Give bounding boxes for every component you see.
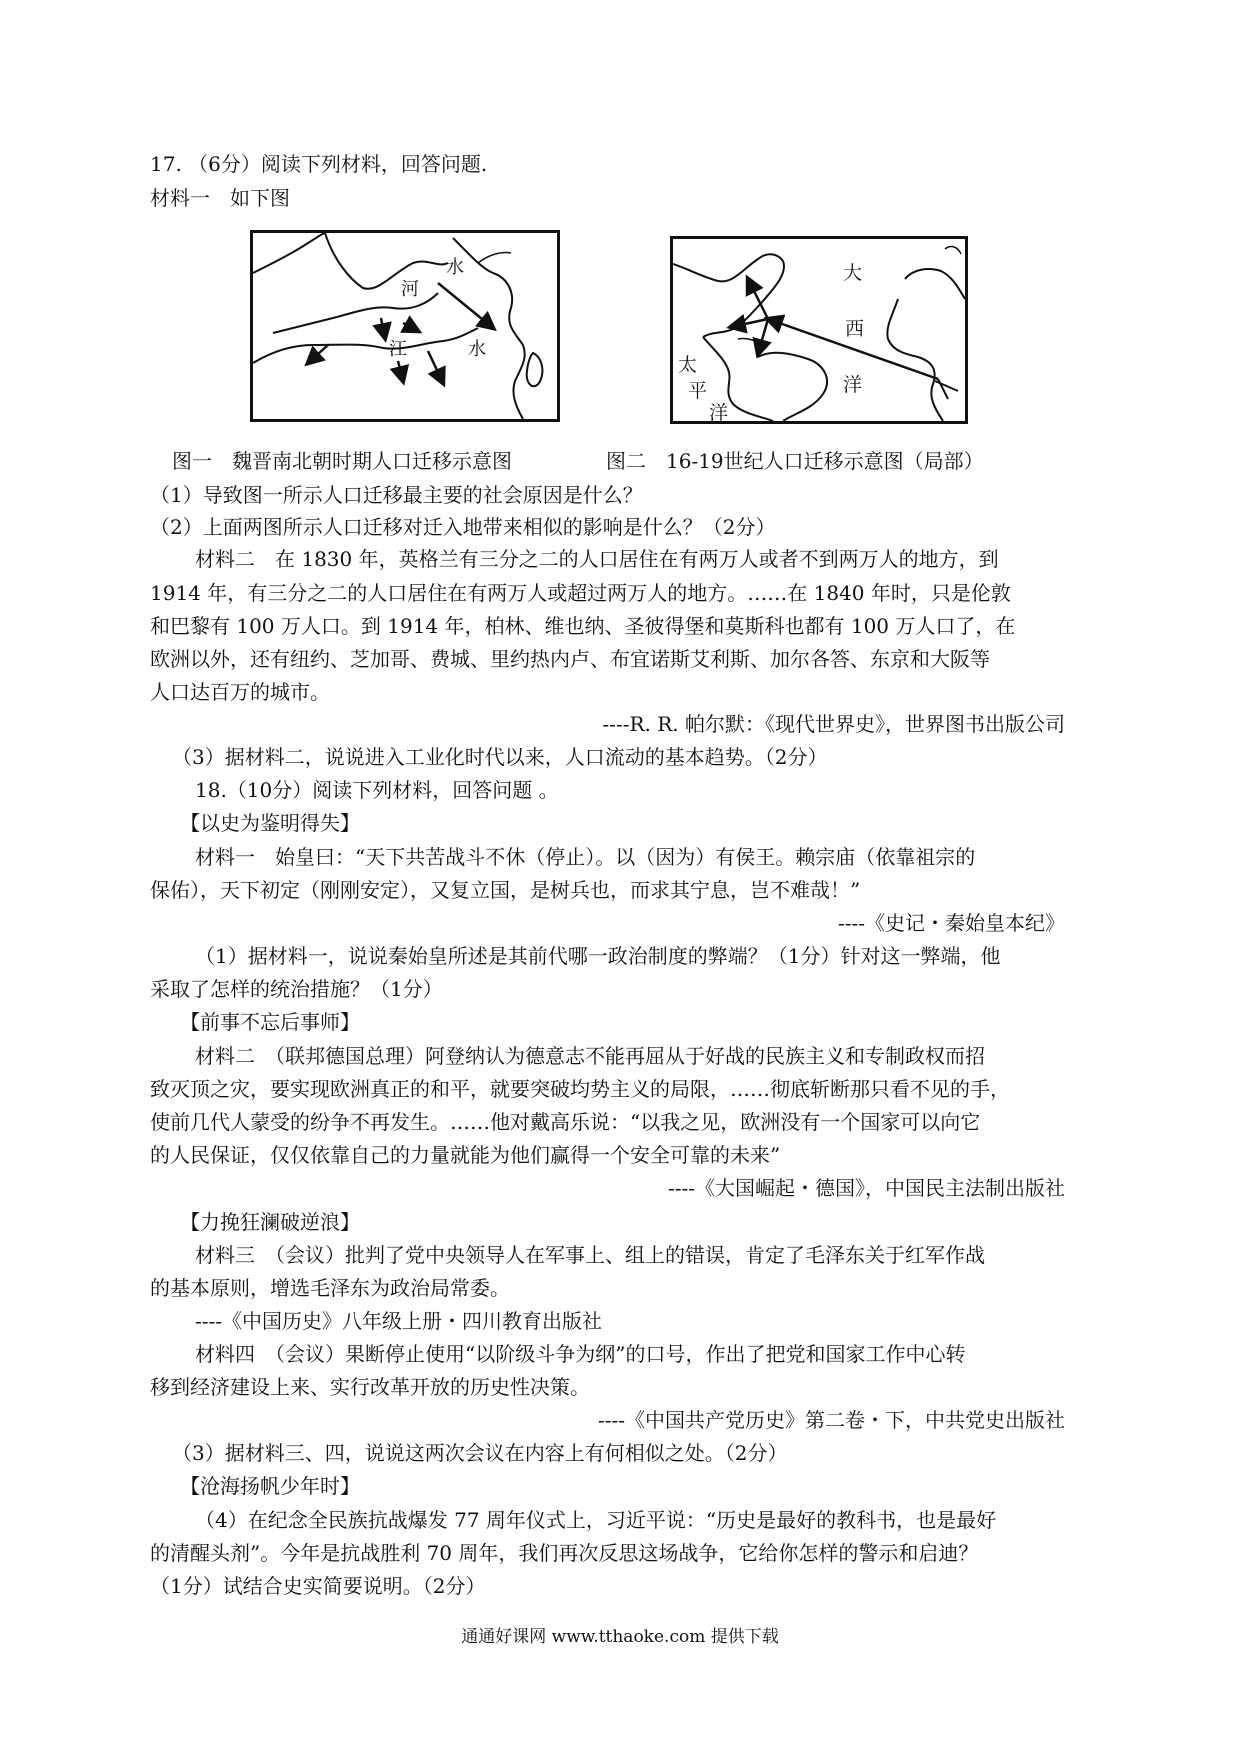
map2-label-xi: 西 <box>845 318 865 340</box>
q17-material2-line: 1914 年，有三分之二的人口居住在有两万人或超过两万人的地方。……在 1840 年时，只是伦敦 <box>150 581 1011 605</box>
map2-label-yang-2: 洋 <box>709 402 729 421</box>
q18-heading-1: 【以史为鉴明得失】 <box>180 811 360 835</box>
q18-material2-line: 使前几代人蒙受的纷争不再发生。……他对戴高乐说：“以我之见，欧洲没有一个国家可以向它 <box>150 1110 981 1134</box>
q18-question-1: （1）据材料一，说说秦始皇所述是其前代哪一政治制度的弊端？（1分）针对这一弊端，他 <box>195 944 1001 968</box>
q18-material1-line: 材料一 始皇曰：“天下共苦战斗不休（停止）。以（因为）有侯王。赖宗庙（依靠祖宗的 <box>195 845 976 869</box>
q18-material2-source: ----《大国崛起・德国》，中国民主法制出版社 <box>667 1176 1065 1200</box>
q17-question-1: （1）导致图一所示人口迁移最主要的社会原因是什么？ <box>150 483 643 507</box>
q17-material1-label: 材料一 如下图 <box>150 186 290 210</box>
map2-label-ping: 平 <box>688 380 708 402</box>
q17-material2-line: 欧洲以外，还有纽约、芝加哥、费城、里约热内卢、布宜诺斯艾利斯、加尔各答、东京和大阪等 <box>150 647 990 671</box>
map1-label-jiang: 江 <box>389 339 407 360</box>
q18-material2-line: 致灭顶之灾，要实现欧洲真正的和平，就要突破均势主义的局限，……彻底斩断那只看不见的手， <box>150 1077 1010 1101</box>
map2-label-tai: 太 <box>678 354 698 376</box>
q18-material3-line: 的基本原则，增选毛泽东为政治局常委。 <box>150 1276 510 1300</box>
q18-material4-source: ----《中国共产党历史》第二卷・下，中共党史出版社 <box>597 1408 1065 1432</box>
q18-material2-line: 的人民保证，仅仅依靠自己的力量就能为他们赢得一个安全可靠的未来” <box>150 1143 781 1167</box>
q17-title: 17. （6分）阅读下列材料，回答问题. <box>150 152 488 176</box>
map2-label-yang-1: 洋 <box>843 374 863 396</box>
map1-label-he: 河 <box>401 279 419 300</box>
q18-material1-source: ----《史记・秦始皇本纪》 <box>837 911 1065 935</box>
map-atlantic-migration <box>670 236 968 424</box>
map2-label-da: 大 <box>843 262 863 284</box>
q18-question-3: （3）据材料三、四，说说这两次会议在内容上有何相似之处。（2分） <box>172 1441 788 1465</box>
q18-material2-line: 材料二 （联邦德国总理）阿登纳认为德意志不能再屈从于好战的民族主义和专制政权而招 <box>195 1044 985 1068</box>
q17-material2-line: 材料二 在 1830 年，英格兰有三分之二的人口居住在有两万人或者不到两万人的地方，到 <box>195 547 999 571</box>
q18-question-4: （1分）试结合史实简要说明。（2分） <box>150 1574 486 1598</box>
q18-material4-line: 材料四 （会议）果断停止使用“以阶级斗争为纲”的口号，作出了把党和国家工作中心转 <box>195 1342 966 1366</box>
map2-caption: 图二 16-19世纪人口迁移示意图（局部） <box>606 449 984 473</box>
q18-heading-2: 【前事不忘后事师】 <box>180 1010 360 1034</box>
map1-caption: 图一 魏晋南北朝时期人口迁移示意图 <box>172 449 512 473</box>
q17-question-2: （2）上面两图所示人口迁移对迁入地带来相似的影响是什么？（2分） <box>150 515 776 539</box>
q18-title: 18.（10分）阅读下列材料，回答问题 。 <box>195 778 559 802</box>
q18-question-4: 的清醒头剂”。今年是抗战胜利 70 周年，我们再次反思这场战争，它给你怎样的警示和启迪？ <box>150 1541 979 1565</box>
map-wei-jin-migration <box>250 230 560 422</box>
q17-material2-line: 人口达百万的城市。 <box>150 680 330 704</box>
q17-question-3: （3）据材料二，说说进入工业化时代以来，人口流动的基本趋势。（2分） <box>172 745 828 769</box>
q17-material2-line: 和巴黎有 100 万人口。到 1914 年，柏林、维也纳、圣彼得堡和莫斯科也都有 100 万人口了，在 <box>150 614 1016 638</box>
q17-material2-source: ----R. R. 帕尔默：《现代世界史》，世界图书出版公司 <box>602 712 1065 736</box>
map1-label-shui-2: 水 <box>468 339 486 360</box>
q18-heading-3: 【力挽狂澜破逆浪】 <box>180 1210 360 1234</box>
q18-material3-source: ----《中国历史》八年级上册・四川教育出版社 <box>195 1309 603 1333</box>
q18-heading-4: 【沧海扬帆少年时】 <box>180 1474 360 1498</box>
q18-material3-line: 材料三 （会议）批判了党中央领导人在军事上、组上的错误，肯定了毛泽东关于红军作战 <box>195 1243 985 1267</box>
q18-material1-line: 保佑），天下初定（刚刚安定），又复立国，是树兵也，而求其宁息，岂不难哉！” <box>150 878 861 902</box>
map1-label-shui-1: 水 <box>446 257 464 278</box>
q18-material4-line: 移到经济建设上来、实行改革开放的历史性决策。 <box>150 1375 590 1399</box>
q18-question-4: （4）在纪念全民族抗战爆发 77 周年仪式上，习近平说：“历史是最好的教科书，也是最好 <box>195 1508 997 1532</box>
page-footer: 通通好课网 www.tthaoke.com 提供下载 <box>461 1627 779 1647</box>
q18-question-1: 采取了怎样的统治措施？（1分） <box>150 977 443 1001</box>
